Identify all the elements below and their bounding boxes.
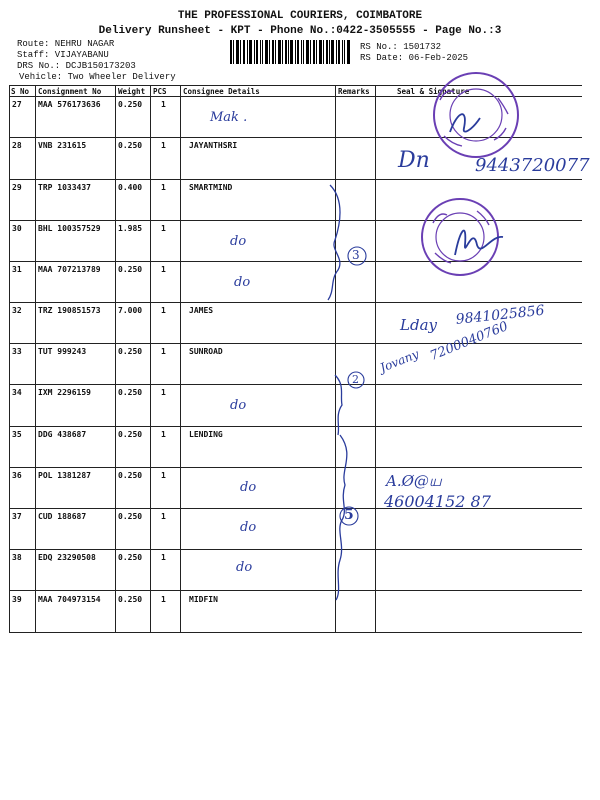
company-stamp-lower (415, 195, 545, 285)
vehicle-label: Vehicle: Two Wheeler Delivery (19, 72, 176, 82)
row-consignment: TRP 1033437 (38, 183, 91, 192)
row-consignment: EDQ 23290508 (38, 553, 96, 562)
handwritten-ditto-row37: do (240, 520, 257, 535)
company-stamp-upper (410, 70, 540, 165)
row-pcs: 1 (161, 388, 166, 397)
row-consignment: DDG 438687 (38, 430, 87, 439)
handwritten-signature-row28: Dn (398, 148, 430, 173)
bracket-marks (300, 180, 390, 620)
row-sno: 39 (12, 595, 22, 604)
row-consignment: BHL 100357529 (38, 224, 101, 233)
row-pcs: 1 (161, 471, 166, 480)
row-pcs: 1 (161, 183, 166, 192)
handwritten-phone-row28: 9443720077 (475, 155, 590, 176)
handwritten-ditto-row38: do (236, 560, 253, 575)
drs-number: DRS No.: DCJB150173203 (17, 61, 136, 71)
bracket-curve-upper (328, 185, 340, 300)
row-consignment: VNB 231615 (38, 141, 87, 150)
handwritten-signature-row33: Jovany (378, 346, 421, 375)
row-sno: 32 (12, 306, 22, 315)
page-title: THE PROFESSIONAL COURIERS, COIMBATORE (177, 10, 423, 22)
row-sno: 36 (12, 471, 22, 480)
row-weight: 0.250 (118, 100, 143, 109)
row-pcs: 1 (161, 141, 166, 150)
row-weight: 0.250 (118, 512, 143, 521)
row-consignment: CUD 188687 (38, 512, 87, 521)
row-pcs: 1 (161, 512, 166, 521)
row-consignment: POL 1381287 (38, 471, 91, 480)
col-header-sno: S No (11, 87, 30, 96)
handwritten-name-row27: Mak . (210, 110, 248, 125)
row-pcs: 1 (161, 265, 166, 274)
page-subtitle: Delivery Runsheet - KPT - Phone No.:0422-3505555 - Page No.:3 (98, 25, 502, 37)
col-header-consignee: Consignee Details (183, 87, 260, 96)
row-weight: 0.250 (118, 265, 143, 274)
row-pcs: 1 (161, 100, 166, 109)
row-pcs: 1 (161, 430, 166, 439)
col-header-remarks: Remarks (338, 87, 370, 96)
row-consignee: LENDING (189, 430, 223, 439)
handwritten-name-row36: A.Ø@ய (386, 472, 442, 490)
handwritten-ditto-row30: do (230, 234, 247, 249)
row-sno: 37 (12, 512, 22, 521)
count-label-3: 3 (352, 248, 360, 262)
row-sno: 27 (12, 100, 22, 109)
handwritten-signature-row32: Lday (400, 316, 437, 334)
row-sno: 34 (12, 388, 22, 397)
handwritten-phone-row36: 46004152 87 (384, 492, 491, 511)
handwritten-ditto-row34: do (230, 398, 247, 413)
barcode-image (230, 40, 350, 64)
row-weight: 0.250 (118, 595, 143, 604)
bracket-curve-middle (335, 375, 342, 435)
col-header-pcs: PCS (153, 87, 167, 96)
handwritten-phone-row32: 9841025856 (455, 302, 546, 328)
route-label: Route: NEHRU NAGAR (17, 39, 115, 49)
row-consignee: MIDFIN (189, 595, 218, 604)
row-weight: 0.250 (118, 347, 143, 356)
rs-number: RS No.: 1501732 (360, 42, 442, 52)
row-consignee: SMARTMIND (189, 183, 233, 192)
staff-label: Staff: VIJAYABANU (17, 50, 109, 60)
row-weight: 0.250 (118, 471, 143, 480)
rs-date: RS Date: 06-Feb-2025 (360, 53, 469, 63)
row-sno: 29 (12, 183, 22, 192)
handwritten-ditto-row36: do (240, 480, 257, 495)
row-pcs: 1 (161, 306, 166, 315)
row-weight: 0.250 (118, 553, 143, 562)
col-header-weight: Weight (118, 87, 146, 96)
row-consignment: MAA 704973154 (38, 595, 101, 604)
col-header-consignment: Consignment No (38, 87, 102, 96)
row-sno: 28 (12, 141, 22, 150)
row-weight: 0.250 (118, 430, 143, 439)
row-weight: 1.985 (118, 224, 143, 233)
row-pcs: 1 (161, 553, 166, 562)
count-label-5: 5 (344, 507, 354, 523)
row-weight: 7.000 (118, 306, 143, 315)
row-sno: 38 (12, 553, 22, 562)
row-consignment: TUT 999243 (38, 347, 87, 356)
handwritten-ditto-row31: do (234, 275, 251, 290)
row-sno: 33 (12, 347, 22, 356)
row-pcs: 1 (161, 347, 166, 356)
row-weight: 0.250 (118, 388, 143, 397)
row-consignment: MAA 576173636 (38, 100, 101, 109)
col-header-seal-signature: Seal & Signature (397, 87, 470, 96)
row-pcs: 1 (161, 595, 166, 604)
row-consignee: SUNROAD (189, 347, 223, 356)
row-weight: 0.250 (118, 141, 143, 150)
row-sno: 31 (12, 265, 22, 274)
row-consignee: JAMES (189, 306, 214, 315)
row-consignment: MAA 707213789 (38, 265, 101, 274)
row-pcs: 1 (161, 224, 166, 233)
count-label-2: 2 (352, 373, 359, 386)
row-consignee: JAYANTHSRI (189, 141, 238, 150)
row-consignment: IXM 2296159 (38, 388, 91, 397)
handwritten-phone-row33: 7200040760 (428, 319, 511, 364)
row-sno: 35 (12, 430, 22, 439)
row-consignment: TRZ 190851573 (38, 306, 101, 315)
row-weight: 0.400 (118, 183, 143, 192)
row-sno: 30 (12, 224, 22, 233)
